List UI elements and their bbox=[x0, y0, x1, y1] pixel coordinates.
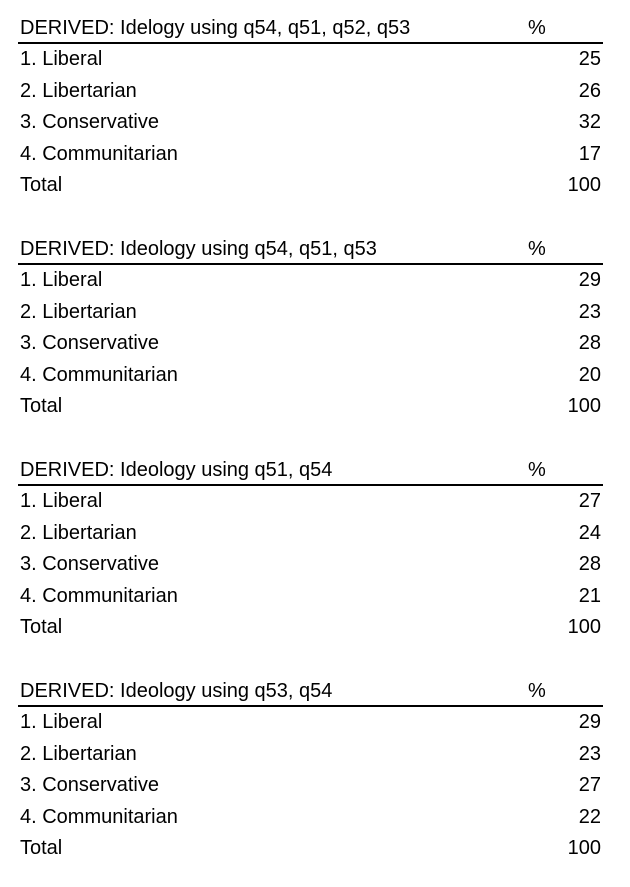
table-row bbox=[18, 549, 603, 581]
row-value: 23 bbox=[578, 300, 601, 323]
table-header bbox=[18, 235, 603, 265]
total-label: Total bbox=[20, 395, 63, 417]
row-label: 3. Conservative bbox=[20, 774, 159, 796]
row-label: 4. Communitarian bbox=[20, 363, 178, 386]
row-label: 3. Conservative bbox=[20, 553, 159, 575]
table-row bbox=[18, 297, 603, 329]
table-header bbox=[18, 14, 603, 44]
row-value: 21 bbox=[578, 584, 601, 607]
total-value: 100 bbox=[567, 395, 601, 417]
row-label: 2. Libertarian bbox=[20, 521, 137, 544]
row-value: 27 bbox=[578, 774, 601, 796]
percent-column-header: % bbox=[528, 680, 546, 702]
row-value: 29 bbox=[578, 711, 601, 733]
row-label: 3. Conservative bbox=[20, 111, 159, 133]
table-row bbox=[18, 44, 603, 76]
row-label: 1. Liberal bbox=[20, 490, 103, 512]
ideology-table-3 bbox=[18, 456, 603, 644]
total-value: 100 bbox=[567, 616, 601, 638]
row-value: 23 bbox=[578, 742, 601, 765]
total-row bbox=[18, 170, 603, 202]
total-row bbox=[18, 833, 603, 865]
row-value: 28 bbox=[578, 553, 601, 575]
percent-column-header: % bbox=[528, 17, 546, 39]
row-label: 4. Communitarian bbox=[20, 584, 178, 607]
total-value: 100 bbox=[567, 837, 601, 859]
table-row bbox=[18, 76, 603, 108]
row-value: 25 bbox=[578, 48, 601, 70]
table-title: DERIVED: Ideology using q51, q54 bbox=[20, 459, 333, 481]
table-header bbox=[18, 456, 603, 486]
table-row bbox=[18, 802, 603, 834]
row-value: 22 bbox=[578, 805, 601, 828]
table-row bbox=[18, 770, 603, 802]
percent-column-header: % bbox=[528, 459, 546, 481]
row-value: 29 bbox=[578, 269, 601, 291]
row-label: 4. Communitarian bbox=[20, 805, 178, 828]
table-row bbox=[18, 139, 603, 171]
row-value: 26 bbox=[578, 79, 601, 102]
total-row bbox=[18, 612, 603, 644]
table-title: DERIVED: Ideology using q53, q54 bbox=[20, 680, 333, 702]
total-label: Total bbox=[20, 174, 63, 196]
row-value: 20 bbox=[578, 363, 601, 386]
total-value: 100 bbox=[567, 174, 601, 196]
total-label: Total bbox=[20, 616, 63, 638]
total-row bbox=[18, 391, 603, 423]
table-row bbox=[18, 518, 603, 550]
table-row bbox=[18, 328, 603, 360]
total-label: Total bbox=[20, 837, 63, 859]
row-label: 4. Communitarian bbox=[20, 142, 178, 165]
table-row bbox=[18, 739, 603, 771]
table-header bbox=[18, 677, 603, 707]
row-value: 27 bbox=[578, 490, 601, 512]
ideology-table-2 bbox=[18, 235, 603, 423]
table-row bbox=[18, 486, 603, 518]
row-label: 3. Conservative bbox=[20, 332, 159, 354]
row-value: 24 bbox=[578, 521, 601, 544]
row-value: 28 bbox=[578, 332, 601, 354]
row-label: 1. Liberal bbox=[20, 711, 103, 733]
table-row bbox=[18, 265, 603, 297]
row-label: 1. Liberal bbox=[20, 48, 103, 70]
table-row bbox=[18, 107, 603, 139]
ideology-table-1 bbox=[18, 14, 603, 202]
row-label: 2. Libertarian bbox=[20, 300, 137, 323]
table-row bbox=[18, 360, 603, 392]
row-value: 32 bbox=[578, 111, 601, 133]
table-title: DERIVED: Ideology using q54, q51, q53 bbox=[20, 238, 377, 260]
table-row bbox=[18, 581, 603, 613]
row-label: 2. Libertarian bbox=[20, 79, 137, 102]
row-label: 2. Libertarian bbox=[20, 742, 137, 765]
table-title: DERIVED: Idelogy using q54, q51, q52, q53 bbox=[20, 17, 411, 39]
row-label: 1. Liberal bbox=[20, 269, 103, 291]
ideology-table-4 bbox=[18, 677, 603, 865]
table-row bbox=[18, 707, 603, 739]
percent-column-header: % bbox=[528, 238, 546, 260]
row-value: 17 bbox=[578, 142, 601, 165]
